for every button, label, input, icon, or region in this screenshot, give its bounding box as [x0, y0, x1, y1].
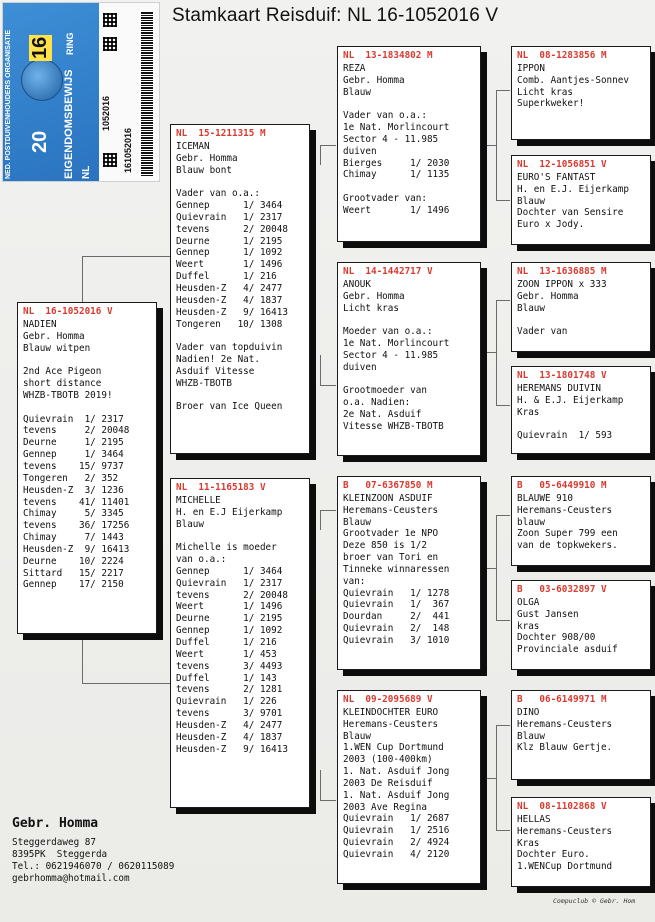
card-line: Gennep 1/ 1092	[176, 625, 283, 637]
card-line: Heremans-Ceusters	[343, 718, 439, 730]
card-line: Vader van o.a.:	[343, 110, 427, 122]
card-line: short distance	[23, 378, 102, 390]
card-line: Quievrain 1/ 2317	[23, 413, 124, 425]
card-line: Licht kras	[343, 302, 399, 314]
connector	[496, 405, 510, 406]
card-line: Comb. Aantjes-Sonnev	[517, 74, 629, 86]
connector	[496, 90, 510, 91]
card-line: 2003 (100-400km)	[343, 754, 433, 766]
card-line: H. en E.J Eijerkamp	[176, 506, 283, 518]
pigeon-name: ZOON IPPON x 333	[517, 278, 607, 290]
card-line: Duffel 1/ 216	[176, 636, 277, 648]
card-line: Chimay 7/ 1443	[23, 532, 124, 544]
card-line: Nadien! 2e Nat.	[176, 354, 260, 366]
card-line	[176, 176, 304, 188]
card-line: van de topkwekers.	[517, 540, 618, 552]
owner-tel: Tel.: 0621946070 / 0620115089	[12, 861, 175, 872]
card-line: 1.WEN Cup Dortmund	[343, 742, 444, 754]
card-line: Deurne 10/ 2224	[23, 555, 124, 567]
card-line: Sector 4 - 11.985	[343, 349, 439, 361]
pigeon-name: HEREMANS DUIVIN	[517, 382, 601, 394]
connector	[320, 145, 336, 146]
connector	[320, 510, 321, 530]
ring-year-a: 20	[29, 130, 51, 153]
ring-number-header: B 05-6449910 M	[517, 480, 607, 491]
ring-sub: RING	[65, 32, 75, 55]
card-line	[343, 374, 475, 386]
ring-number-header: NL 12-1056851 V	[517, 159, 607, 170]
card-line: Heremans-Ceusters	[517, 825, 613, 837]
pigeon-card-mf	[337, 476, 481, 670]
card-line: Provinciale asduif	[517, 644, 618, 656]
card-line: Quievrain 1/ 226	[176, 696, 277, 708]
card-line: Vader van o.a.:	[176, 188, 260, 200]
pigeon-name: ICEMAN	[176, 140, 210, 152]
qr-icon	[103, 153, 117, 167]
card-line: Gennep 1/ 1092	[176, 247, 283, 259]
card-line	[23, 402, 151, 414]
page-title: Stamkaart Reisduif: NL 16-1052016 V	[172, 5, 499, 26]
card-line: H. & E.J. Eijerkamp	[517, 394, 624, 406]
pigeon-name: ANOUK	[343, 278, 371, 290]
pigeon-name: REZA	[343, 62, 366, 74]
card-line: tevens 3/ 4493	[176, 660, 283, 672]
card-line: Quievrain 1/ 593	[517, 430, 613, 442]
pigeon-card-mff	[511, 476, 651, 566]
ring-number-header: B 06-6149971 M	[517, 694, 607, 705]
card-line: Bierges 1/ 2030	[343, 157, 450, 169]
connector	[320, 800, 336, 801]
card-line: Heremans-Ceusters	[517, 504, 613, 516]
pigeon-name: OLGA	[517, 596, 540, 608]
card-line: Heusden-Z 9/ 16413	[176, 306, 288, 318]
connector	[496, 725, 510, 726]
connector	[320, 145, 321, 165]
owner-address: Steggerdaweg 87	[12, 837, 96, 848]
pigeon-card-father	[170, 124, 310, 454]
card-line: Gust Jansen	[517, 608, 579, 620]
card-line: Gennep 17/ 2150	[23, 579, 124, 591]
qr-icon	[103, 37, 117, 51]
card-line: Deurne 1/ 2195	[176, 613, 283, 625]
pigeon-name: EURO'S FANTAST	[517, 171, 596, 183]
card-line: Euro x Jody.	[517, 219, 585, 231]
card-line: Quievrain 2/ 148	[343, 623, 450, 635]
card-line: kras	[517, 620, 540, 632]
ring-number-header: NL 13-1801748 V	[517, 370, 607, 381]
card-line: Michelle is moeder	[176, 542, 277, 554]
card-line: Dourdan 2/ 441	[343, 611, 450, 623]
card-line: Blauw	[176, 518, 204, 530]
connector	[82, 683, 170, 684]
card-line: Heusden-Z 4/ 1837	[176, 294, 283, 306]
connector	[496, 725, 497, 830]
pigeon-name: IPPON	[517, 62, 545, 74]
ring-certificate	[2, 2, 160, 182]
card-line: tevens 41/ 11401	[23, 496, 130, 508]
ring-country: NL	[81, 165, 92, 179]
connector	[320, 510, 336, 511]
card-line: broer van Tori en	[343, 552, 439, 564]
card-line: 2nd Ace Pigeon	[23, 366, 102, 378]
card-line: Gebr. Homma	[343, 290, 405, 302]
card-line: Blauw bont	[176, 164, 232, 176]
pigeon-card-main	[17, 302, 157, 634]
card-line: Quievrain 3/ 1010	[343, 634, 450, 646]
card-line: Moeder van o.a.:	[343, 326, 433, 338]
card-line: Blauw	[343, 730, 371, 742]
card-line: Dochter 908/00	[517, 632, 596, 644]
card-line: 2003 De Reisduif	[343, 777, 433, 789]
card-line: WHZB-TBOTB	[176, 377, 232, 389]
pigeon-card-fm	[337, 262, 481, 456]
card-line: Blauw	[517, 302, 545, 314]
card-line: Weert 1/ 1496	[176, 601, 283, 613]
card-line: Weert 1/ 453	[176, 648, 277, 660]
card-line: Broer van Ice Queen	[176, 401, 283, 413]
pigeon-name: NADIEN	[23, 318, 57, 330]
card-line: Quievrain 1/ 2317	[176, 211, 283, 223]
ring-number-header: NL 13-1636885 M	[517, 266, 607, 277]
card-line: Chimay 5/ 3345	[23, 508, 124, 520]
connector	[82, 633, 83, 683]
card-line: 1e Nat. Morlincourt	[343, 122, 450, 134]
card-line: Quievrain 2/ 4924	[343, 837, 450, 849]
pigeon-name: HELLAS	[517, 813, 551, 825]
ring-number-header: B 03-6032897 V	[517, 584, 607, 595]
connector	[480, 778, 496, 779]
card-line: Chimay 1/ 1135	[343, 169, 450, 181]
card-line: Licht kras	[517, 86, 573, 98]
card-line: Gebr. Homma	[343, 74, 405, 86]
card-line: Dochter van Sensire	[517, 207, 624, 219]
card-line: Heremans-Ceusters	[517, 718, 613, 730]
card-line: Gebr. Homma	[23, 330, 85, 342]
owner-block	[12, 816, 174, 885]
pigeon-card-fmm	[511, 366, 651, 454]
ring-number-header: NL 08-1283856 M	[517, 50, 607, 61]
pigeon-card-mfm	[511, 580, 651, 670]
card-line: tevens 2/ 1281	[176, 684, 283, 696]
card-line: Heusden-Z 9/ 16413	[23, 543, 130, 555]
pigeon-card-fff	[511, 46, 651, 140]
card-line: duiven	[343, 361, 377, 373]
owner-name: Gebr. Homma	[12, 816, 99, 831]
card-line: Blauw	[343, 516, 371, 528]
connector	[480, 145, 496, 146]
card-line: Gennep 1/ 3464	[176, 565, 283, 577]
pigeon-card-mm	[337, 690, 481, 884]
card-line: Vitesse WHZB-TBOTB	[343, 420, 444, 432]
card-line	[343, 314, 475, 326]
card-line: tevens 2/ 20048	[176, 589, 288, 601]
connector	[496, 620, 510, 621]
card-line: Superkweker!	[517, 98, 585, 110]
card-line: Tongeren 10/ 1308	[176, 318, 283, 330]
ring-number-header: NL 11-1165183 V	[176, 482, 266, 493]
pigeon-name: MICHELLE	[176, 494, 221, 506]
connector	[496, 515, 497, 620]
card-line: tevens 15/ 9737	[23, 460, 124, 472]
card-line: Blauw	[517, 195, 545, 207]
card-line: Heremans-Ceusters	[343, 504, 439, 516]
connector	[320, 770, 321, 800]
connector	[496, 830, 510, 831]
ring-label: EIGENDOMSBEWIJS	[63, 69, 75, 179]
ring-number: 1052016	[101, 95, 111, 131]
card-line: Klz Blauw Gertje.	[517, 742, 613, 754]
card-line: Weert 1/ 1496	[176, 259, 283, 271]
qr-icon	[103, 13, 117, 27]
card-line: Deurne 1/ 2195	[23, 437, 124, 449]
card-line: Zoon Super 799 een	[517, 528, 618, 540]
pigeon-card-mmf	[511, 690, 651, 780]
card-line: Sector 4 - 11.985	[343, 133, 439, 145]
connector	[320, 385, 336, 386]
card-line: Quievrain 1/ 2687	[343, 813, 450, 825]
ring-year-b: 16	[29, 36, 51, 59]
connector	[480, 352, 496, 353]
connector	[496, 300, 510, 301]
barcode-icon	[141, 11, 153, 176]
card-line: Sittard 15/ 2217	[23, 567, 124, 579]
card-line: Quievrain 1/ 2516	[343, 825, 450, 837]
pigeon-card-ffm	[511, 155, 651, 245]
card-line: Kras	[517, 406, 540, 418]
card-line: Kras	[517, 837, 540, 849]
connector	[496, 515, 510, 516]
connector	[320, 355, 321, 385]
card-line: Grootvader van:	[343, 193, 427, 205]
card-line	[343, 98, 475, 110]
card-line: Gennep 1/ 3464	[176, 200, 283, 212]
ring-number-header: NL 16-1052016 V	[23, 306, 113, 317]
card-line: Gebr. Homma	[517, 290, 579, 302]
card-line: Grootmoeder van	[343, 385, 427, 397]
card-line: Duffel 1/ 143	[176, 672, 277, 684]
card-line	[343, 181, 475, 193]
card-line: duiven	[343, 145, 377, 157]
ring-number-header: NL 15-1211315 M	[176, 128, 266, 139]
card-line: 1. Nat. Asduif Jong	[343, 766, 450, 778]
card-line: Heusden-Z 4/ 1837	[176, 731, 283, 743]
ring-org-text: NED. POSTDUIVENHOUDERS ORGANISATIE	[5, 29, 12, 179]
ring-number-header: NL 14-1442717 V	[343, 266, 433, 277]
card-line	[176, 330, 304, 342]
card-line: Vader van	[517, 326, 568, 338]
card-line: Heusden-Z 4/ 2477	[176, 719, 283, 731]
connector	[82, 256, 170, 257]
pigeon-name: DINO	[517, 706, 540, 718]
card-line: Deurne 1/ 2195	[176, 235, 283, 247]
pigeon-name: BLAUWE 910	[517, 492, 573, 504]
card-line	[23, 354, 151, 366]
card-line: Quievrain 4/ 2120	[343, 848, 450, 860]
owner-city: 8395PK Steggerda	[12, 849, 108, 860]
card-line: Heusden-Z 4/ 2477	[176, 282, 283, 294]
card-line: 2003 Ave Regina	[343, 801, 427, 813]
card-line: Grootvader 1e NPO	[343, 528, 439, 540]
card-line: Tongeren 2/ 352	[23, 472, 119, 484]
card-line: WHZB-TBOTB 2019!	[23, 389, 113, 401]
card-line: 1e Nat. Morlincourt	[343, 338, 450, 350]
card-line: Vader van topduivin	[176, 342, 283, 354]
card-line: Heusden-Z 9/ 16413	[176, 743, 288, 755]
card-line: Duffel 1/ 216	[176, 271, 277, 283]
card-line: tevens 3/ 9701	[176, 708, 283, 720]
connector	[480, 568, 496, 569]
card-line: Weert 1/ 1496	[343, 204, 450, 216]
owner-email[interactable]: gebrhomma@hotmail.com	[12, 873, 130, 884]
card-line: tevens 36/ 17256	[23, 520, 130, 532]
ring-barcode-number: 161052016	[123, 127, 133, 173]
card-line: Quievrain 1/ 2317	[176, 577, 283, 589]
connector	[496, 200, 510, 201]
footer-credit: Compuclub © Gebr. Hom	[553, 897, 636, 905]
card-line: Tinneke winnaressen	[343, 563, 450, 575]
card-line: 1.WENCup Dortmund	[517, 861, 613, 873]
card-line: Gebr. Homma	[176, 152, 238, 164]
card-line: Heusden-Z 3/ 1236	[23, 484, 124, 496]
pigeon-card-ff	[337, 46, 481, 242]
card-line: Blauw	[343, 86, 371, 98]
connector	[496, 90, 497, 200]
connector	[496, 300, 497, 405]
card-line: 2e Nat. Asduif	[343, 409, 422, 421]
card-line: blauw	[517, 516, 545, 528]
ring-number-header: NL 09-2095689 V	[343, 694, 433, 705]
ring-number-header: NL 13-1834802 M	[343, 50, 433, 61]
card-line: Deze 850 is 1/2	[343, 540, 427, 552]
card-line: Blauw witpen	[23, 342, 91, 354]
card-line: Asduif Vitesse	[176, 365, 255, 377]
card-line: o.a. Nadien:	[343, 397, 411, 409]
card-line: H. en E.J. Eijerkamp	[517, 183, 629, 195]
pigeon-card-mmm	[511, 797, 651, 887]
globe-icon	[21, 59, 63, 101]
card-line: 1. Nat. Asduif Jong	[343, 789, 450, 801]
card-line: tevens 2/ 20048	[176, 223, 288, 235]
ring-number-header: NL 08-1102868 V	[517, 801, 607, 812]
card-line: van o.a.:	[176, 554, 227, 566]
card-line: van:	[343, 575, 366, 587]
card-line: Quievrain 1/ 367	[343, 599, 450, 611]
card-line	[517, 418, 645, 430]
pigeon-card-fmf	[511, 262, 651, 352]
pigeon-name: KLEINDOCHTER EURO	[343, 706, 439, 718]
card-line: Quievrain 1/ 1278	[343, 587, 450, 599]
card-line: Gennep 1/ 3464	[23, 449, 124, 461]
card-line: tevens 2/ 20048	[23, 425, 130, 437]
pigeon-name: KLEINZOON ASDUIF	[343, 492, 433, 504]
card-line: Blauw	[517, 730, 545, 742]
card-line	[176, 530, 304, 542]
pigeon-card-mother	[170, 478, 310, 808]
card-line	[176, 390, 304, 402]
ring-number-header: B 07-6367850 M	[343, 480, 433, 491]
card-line: Dochter Euro.	[517, 849, 590, 861]
card-line	[517, 314, 645, 326]
